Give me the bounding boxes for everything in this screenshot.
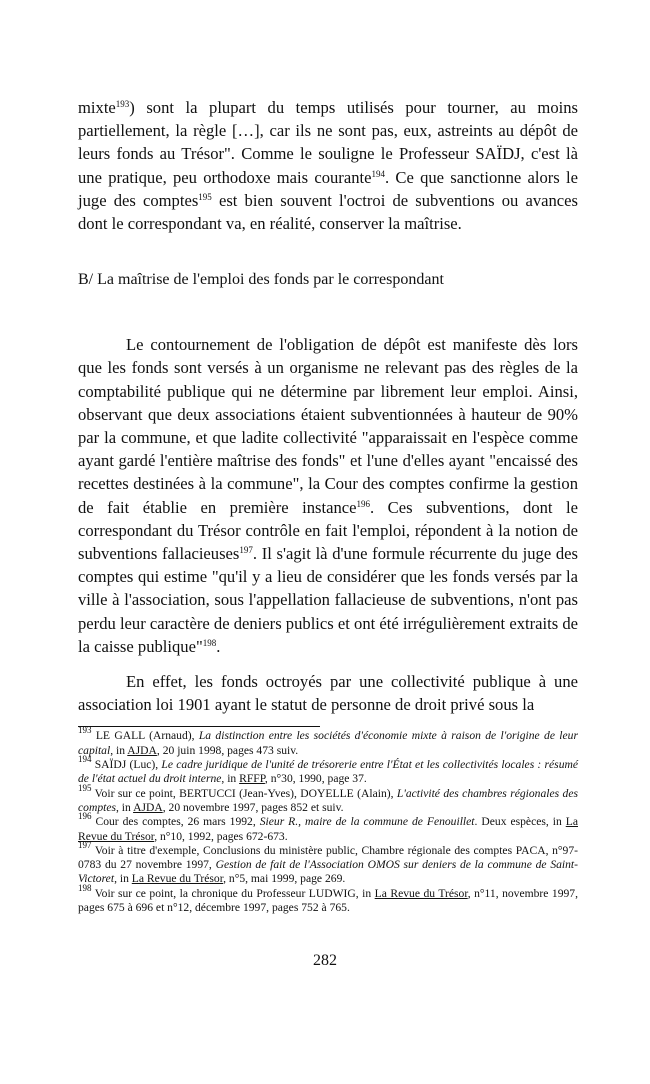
citation-title: Le cadre juridique de l'unité de trésorerie entre l'État et les collectivités locales : résumé de l'état actuel du droit interne [78, 758, 579, 786]
journal-link[interactable]: La Revue du Trésor [131, 872, 224, 886]
text-run: , n°30, 1990, page 37. [264, 772, 367, 786]
text-run: ) sont la plupart du temps utilisés pour tourner, au moins partiellement, la règle […], car ils ne sont pas, eux, astreints au dépôt de leurs fonds au Trésor". Comme le souligne le Professeur SAÏDJ, c'est là une pratique, peu orthodoxe mais courante [78, 98, 578, 187]
text-run: est bien souvent l'octroi de subventions ou avances dont le correspondant va, en réalité, conserver la maîtrise. [78, 190, 578, 234]
footnote-number: 196 [78, 811, 92, 822]
footnote-separator [78, 726, 320, 727]
text-run: , n°10, 1992, pages 672-673. [154, 829, 288, 843]
text-run: SAÏDJ (Luc), [91, 758, 162, 772]
section-heading: B/ La maîtrise de l'emploi des fonds par le correspondant [78, 271, 444, 289]
text-run: mixte [78, 98, 116, 117]
text-run: , in [221, 772, 240, 786]
top-paragraph [78, 96, 578, 235]
main-paragraph [78, 333, 578, 658]
text-run: Voir sur ce point, la chronique du Professeur LUDWIG, in [91, 886, 375, 900]
journal-link[interactable]: RFFP [239, 772, 265, 786]
text-run: , 20 juin 1998, pages 473 suiv. [156, 743, 299, 757]
text-run: LE GALL (Arnaud), [91, 729, 199, 743]
text-run: . [216, 636, 221, 656]
footnote-196 [78, 811, 578, 844]
footnote-197 [78, 839, 579, 887]
footnote-195 [78, 782, 578, 816]
text-run: , n°5, mai 1999, page 269. [223, 872, 346, 886]
footnote-193 [78, 725, 578, 758]
text-run: Voir sur ce point, BERTUCCI (Jean-Yves), DOYELLE (Alain), [91, 786, 397, 800]
text-run: , in [110, 743, 128, 757]
text-run: Le contournement de l'obligation de dépôt est manifeste dès lors que les fonds sont versés à un organisme ne relevant pas des règles de la comptabilité publique qui ne détermine par librement leur emploi. Ainsi, observant que deux associations étaient subventionnées à hauteur de 90% par la commune, et que ladite collectivité "apparaissait en l'espèce comme ayant gardé l'entière maîtrise des fonds" et l'une d'elles ayant "encaissé des recettes destinées à la commune", la Cour des comptes confirme la gestion de fait établie en première instance [78, 335, 578, 517]
footnote-194 [78, 754, 579, 787]
journal-link[interactable]: La Revue du Trésor [78, 815, 578, 843]
text-run: Voir à titre d'exemple, Conclusions du ministère public, Chambre régionale des comptes PACA, n°97-0783 du 27 novembre 1997, [78, 843, 578, 872]
text-run: , in [114, 872, 132, 886]
footnote-number: 197 [78, 839, 92, 850]
text-run: , n°11, novembre 1997, pages 675 à 696 et n°12, décembre 1997, pages 752 à 765. [78, 886, 578, 915]
journal-link[interactable]: AJDA [127, 743, 157, 757]
journal-link[interactable]: AJDA [133, 800, 163, 814]
citation-title: Sieur R., maire de la commune de Fenouillet [259, 815, 475, 829]
footnote-ref-198[interactable]: 198 [202, 637, 217, 648]
footnote-ref-195[interactable]: 195 [198, 191, 212, 202]
journal-link[interactable]: La Revue du Trésor [374, 886, 468, 900]
text-run: , 20 novembre 1997, pages 852 et suiv. [162, 800, 344, 814]
text-run: . Ce que sanctionne alors le juge des comptes [78, 167, 578, 210]
citation-title: La distinction entre les sociétés d'économie mixte à raison de l'origine de leur capital [78, 729, 578, 757]
footnote-ref-196[interactable]: 196 [356, 498, 371, 509]
text-run: Cour des comptes, 26 mars 1992, [91, 815, 260, 829]
footnote-number: 194 [78, 754, 92, 765]
text-run: , in [116, 800, 134, 814]
citation-title: L'activité des chambres régionales des comptes [78, 786, 578, 814]
footnote-ref-194[interactable]: 194 [371, 168, 385, 179]
footnote-198 [78, 882, 578, 916]
footnote-number: 195 [78, 782, 92, 793]
text-run: . Il s'agit là d'une formule récurrente du juge des comptes qui estime "qu'il y a lieu de considérer que les fonds versés par la ville à l'association, sous l'appellation fallacieuse de subventions, n'ont pas perdu leur caractère de deniers publics et ont été irrégulièrement extraits de la caisse publique" [78, 544, 578, 656]
text-run: . Deux espèces, in [474, 815, 566, 829]
footnote-ref-193[interactable]: 193 [115, 99, 130, 109]
footnote-number: 193 [78, 725, 92, 736]
last-paragraph: En effet, les fonds octroyés par une collectivité publique à une association loi 1901 ayant le statut de personne de droit privé sous la [78, 672, 578, 715]
page-body [78, 96, 578, 915]
text-run: . Ces subventions, dont le correspondant du Trésor contrôle en fait l'emploi, répondent à la notion de subventions fallacieuses [78, 497, 579, 564]
footnote-ref-197[interactable]: 197 [239, 545, 253, 556]
footnote-number: 198 [78, 882, 92, 893]
footnotes [78, 725, 579, 915]
page-number: 282 [313, 952, 337, 969]
citation-title: Gestion de fait de l'Association OMOS sur deniers de la commune de Saint-Victoret [78, 858, 579, 886]
